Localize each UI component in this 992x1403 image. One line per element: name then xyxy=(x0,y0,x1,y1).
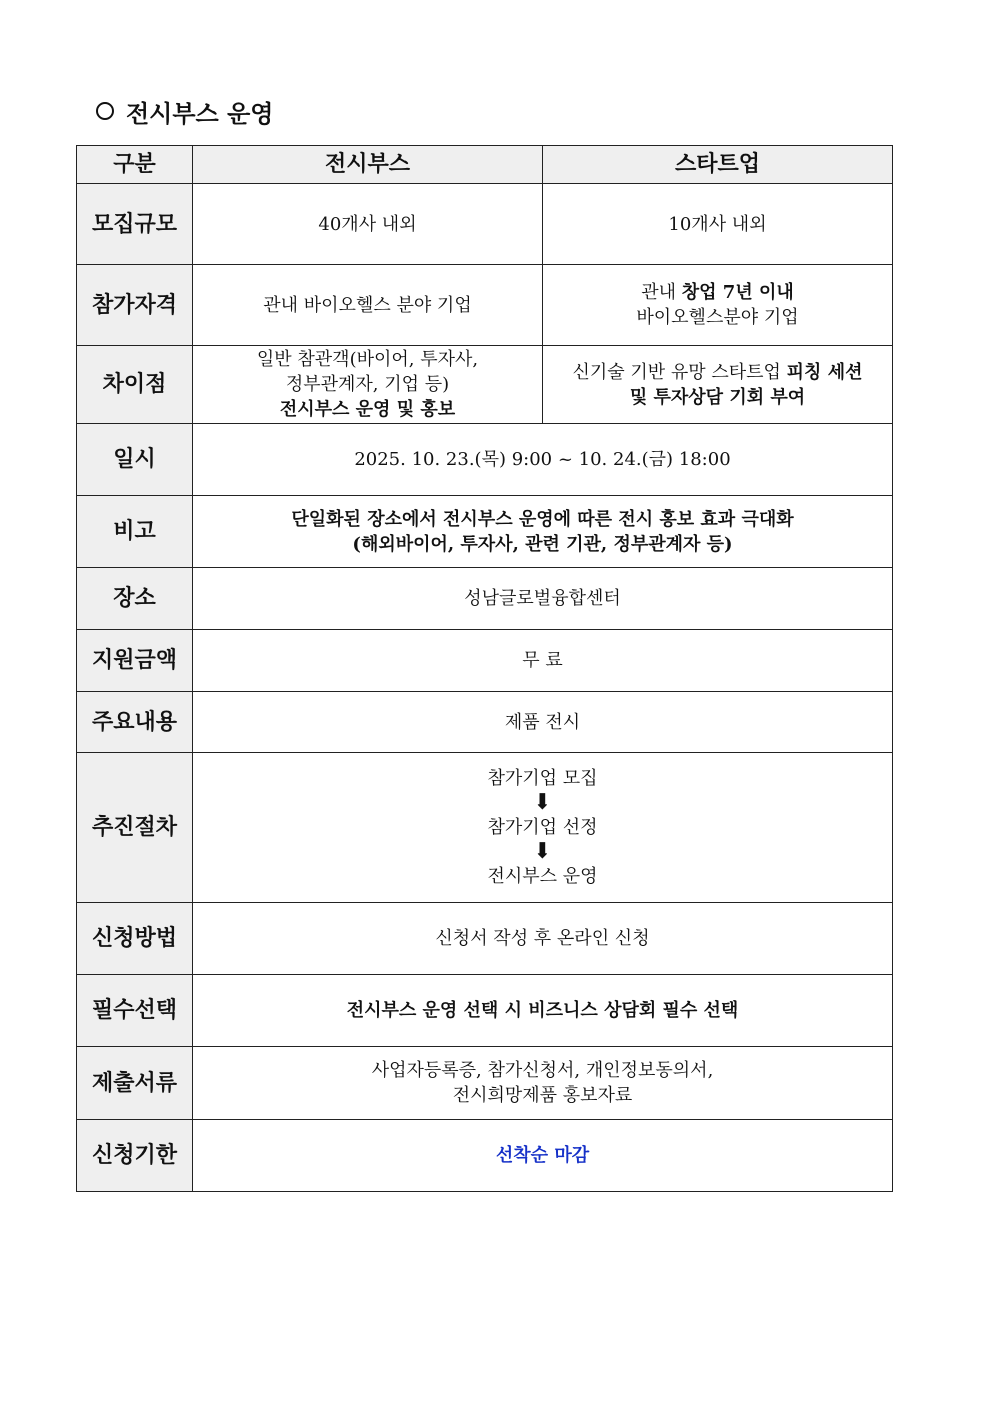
difference-booth-line1: 일반 참관객(바이어, 투자사, xyxy=(256,349,479,370)
mandatory-row xyxy=(77,975,893,1047)
procedure-label: 추진절차 xyxy=(77,753,193,903)
recruit-startup: 10개사 내외 xyxy=(543,184,893,265)
support-label: 지원금액 xyxy=(77,630,193,692)
difference-booth xyxy=(193,346,543,424)
datetime-value: 2025. 10. 23.(목) 9:00 ~ 10. 24.(금) 18:00 xyxy=(193,424,893,496)
mandatory-label: 필수선택 xyxy=(77,975,193,1047)
header-row xyxy=(77,146,893,184)
remarks-value xyxy=(193,496,893,568)
recruit-row xyxy=(77,184,893,265)
deadline-row xyxy=(77,1120,893,1192)
remarks-row xyxy=(77,496,893,568)
content-value: 제품 전시 xyxy=(193,692,893,753)
support-row xyxy=(77,630,893,692)
eligibility-booth: 관내 바이오헬스 분야 기업 xyxy=(193,265,543,346)
booth-info-table xyxy=(76,145,893,1192)
eligibility-label: 참가자격 xyxy=(77,265,193,346)
apply-method-row xyxy=(77,903,893,975)
eligibility-startup-line2: 바이오헬스분야 기업 xyxy=(636,307,799,328)
venue-row xyxy=(77,568,893,630)
down-arrow-icon: ⬇ xyxy=(533,790,552,815)
documents-row xyxy=(77,1047,893,1120)
section-title-text: 전시부스 운영 xyxy=(126,98,274,128)
documents-line1: 사업자등록증, 참가신청서, 개인정보동의서, xyxy=(371,1060,714,1081)
venue-label: 장소 xyxy=(77,568,193,630)
procedure-steps xyxy=(193,753,893,903)
recruit-label: 모집규모 xyxy=(77,184,193,265)
circle-bullet-icon xyxy=(96,102,114,120)
procedure-row xyxy=(77,753,893,903)
down-arrow-icon: ⬇ xyxy=(533,839,552,864)
apply-method-label: 신청방법 xyxy=(77,903,193,975)
eligibility-startup xyxy=(543,265,893,346)
procedure-step-2: 참가기업 선정 xyxy=(487,817,598,838)
difference-label: 차이점 xyxy=(77,346,193,424)
documents-label: 제출서류 xyxy=(77,1047,193,1120)
support-value: 무 료 xyxy=(193,630,893,692)
header-category: 구분 xyxy=(77,146,193,184)
header-startup: 스타트업 xyxy=(543,146,893,184)
procedure-step-3: 전시부스 운영 xyxy=(487,866,598,887)
difference-startup xyxy=(543,346,893,424)
remarks-label: 비고 xyxy=(77,496,193,568)
eligibility-row xyxy=(77,265,893,346)
content-row xyxy=(77,692,893,753)
difference-startup-pre: 신기술 기반 유망 스타트업 xyxy=(572,361,787,383)
difference-row xyxy=(77,346,893,424)
documents-value xyxy=(193,1047,893,1120)
eligibility-startup-bold: 창업 7년 이내 xyxy=(681,282,794,303)
procedure-step-1: 참가기업 모집 xyxy=(487,768,598,789)
header-booth: 전시부스 xyxy=(193,146,543,184)
remarks-line2: (해외바이어, 투자사, 관련 기관, 정부관계자 등) xyxy=(352,533,733,555)
difference-startup-bold2: 및 투자상담 기회 부여 xyxy=(629,386,806,408)
eligibility-startup-pre: 관내 xyxy=(641,282,682,303)
remarks-line1: 단일화된 장소에서 전시부스 운영에 따른 전시 홍보 효과 극대화 xyxy=(291,508,794,530)
section-title xyxy=(96,94,273,128)
apply-method-value: 신청서 작성 후 온라인 신청 xyxy=(193,903,893,975)
recruit-booth: 40개사 내외 xyxy=(193,184,543,265)
mandatory-value: 전시부스 운영 선택 시 비즈니스 상담회 필수 선택 xyxy=(193,975,893,1047)
venue-value: 성남글로벌융합센터 xyxy=(193,568,893,630)
documents-line2: 전시희망제품 홍보자료 xyxy=(452,1085,633,1106)
difference-booth-line3: 전시부스 운영 및 홍보 xyxy=(279,399,456,420)
deadline-value: 선착순 마감 xyxy=(193,1120,893,1192)
difference-booth-line2: 정부관계자, 기업 등) xyxy=(285,374,450,395)
datetime-row xyxy=(77,424,893,496)
content-label: 주요내용 xyxy=(77,692,193,753)
deadline-label: 신청기한 xyxy=(77,1120,193,1192)
datetime-label: 일시 xyxy=(77,424,193,496)
difference-startup-bold1: 피칭 세션 xyxy=(786,361,863,383)
